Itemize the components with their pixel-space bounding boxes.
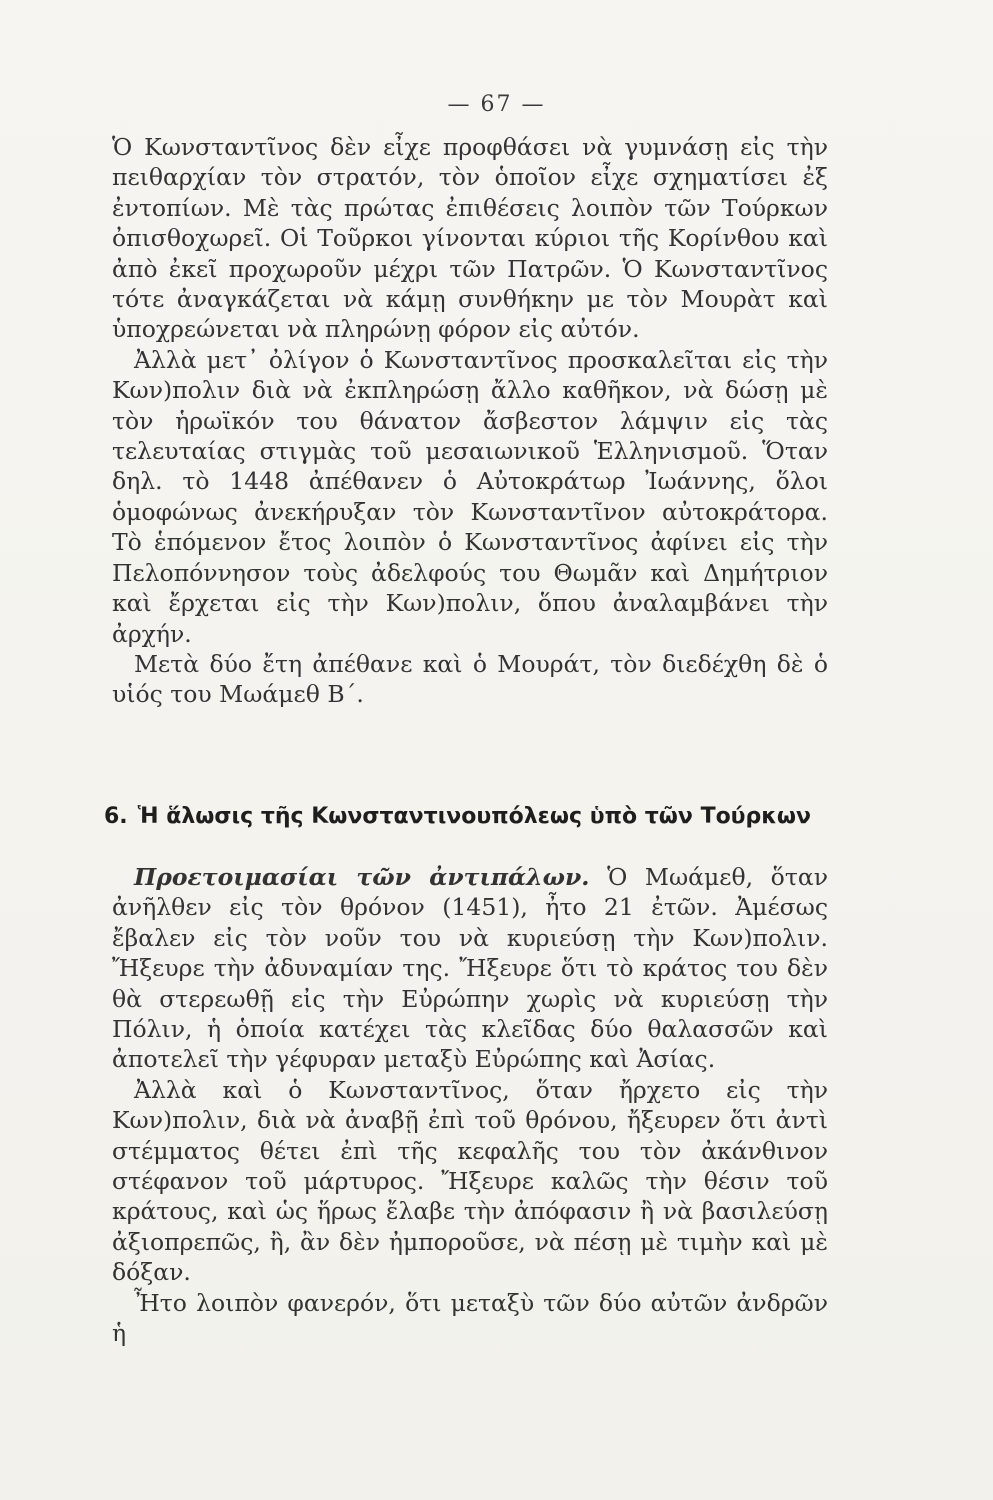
paragraph: Ἦτο λοιπὸν φανερόν, ὅτι μεταξὺ τῶν δύο αὐτῶν ἀνδρῶν ἡ <box>112 1288 828 1348</box>
paragraph: Ἀλλὰ μετ᾿ ὀλίγον ὁ Κωνσταντῖνος προσκαλεῖται εἰς τὴν Κων)πολιν διὰ νὰ ἐκπληρώσῃ ἄλλο καθῆκον, νὰ δώσῃ μὲ τὸν ἡρωϊκόν του θάνατον ἄσβεστον λάμψιν εἰς τὰς τελευταίας στιγμὰς τοῦ μεσαιωνικοῦ Ἑλληνισμοῦ. Ὅταν δηλ. τὸ 1448 ἀπέθανεν ὁ Αὐτοκράτωρ Ἰωάννης, ὅλοι ὁμοφώνως ἀνεκήρυξαν τὸν Κωνσταντῖνον αὐτοκράτορα. Τὸ ἑπόμενον ἔτος λοιπὸν ὁ Κωνσταντῖνος ἀφίνει εἰς τὴν Πελοπόννησον τοὺς ἀδελφούς του Θωμᾶν καὶ Δημήτριον καὶ ἔρχεται εἰς τὴν Κων)πολιν, ὅπου ἀναλαμβάνει τὴν ἀρχήν. <box>112 345 828 648</box>
text-block-before-section <box>112 132 828 710</box>
paragraph: Ἀλλὰ καὶ ὁ Κωνσταντῖνος, ὅταν ἤρχετο εἰς τὴν Κων)πολιν, διὰ νὰ ἀναβῇ ἐπὶ τοῦ θρόνου, ἤξευρεν ὅτι ἀντὶ στέμματος θέτει ἐπὶ τῆς κεφαλῆς του τὸν ἀκάνθινον στέφανον τοῦ μάρτυρος. Ἤξευρε καλῶς τὴν θέσιν τοῦ κράτους, καὶ ὡς ἥρως ἔλαβε τὴν ἀπόφασιν ἢ νὰ βασιλεύσῃ ἀξιοπρεπῶς, ἢ, ἂν δὲν ἠμποροῦσε, νὰ πέσῃ μὲ τιμὴν καὶ μὲ δόξαν. <box>112 1075 828 1287</box>
page-number: — 67 — <box>447 92 546 117</box>
section-number: 6. <box>104 804 128 829</box>
paragraph-text: Ὁ Μωάμεθ, ὅταν ἀνῆλθεν εἰς τὸν θρόνον (1451), ἦτο 21 ἐτῶν. Ἀμέσως ἔβαλεν εἰς τὸν νοῦν του νὰ κυριεύσῃ τὴν Κων)πολιν. Ἤξευρε τὴν ἀδυναμίαν της. Ἤξευρε ὅτι τὸ κράτος του δὲν θὰ στερεωθῇ εἰς τὴν Εὐρώπην χωρὶς νὰ κυριεύσῃ τὴν Πόλιν, ἡ ὁποία κατέχει τὰς κλεῖδας δύο θαλασσῶν καὶ ἀποτελεῖ τὴν γέφυραν μεταξὺ Εὐρώπης καὶ Ἀσίας. <box>112 863 828 1074</box>
paragraph: Μετὰ δύο ἔτη ἀπέθανε καὶ ὁ Μουράτ, τὸν διεδέχθη δὲ ὁ υἱός του Μωάμεθ Β΄. <box>112 649 828 709</box>
paragraph <box>112 862 828 1075</box>
text-block-after-section <box>112 862 828 1349</box>
section-heading <box>104 804 844 829</box>
subsection-title: Προετοιμασίαι τῶν ἀντιπάλων. <box>134 863 590 891</box>
paragraph: Ὁ Κωνσταντῖνος δὲν εἶχε προφθάσει νὰ γυμνάσῃ εἰς τὴν πειθαρχίαν τὸν στρατόν, τὸν ὁποῖον εἶχε σχηματίσει ἐξ ἐντοπίων. Μὲ τὰς πρώτας ἐπιθέσεις λοιπὸν τῶν Τούρκων ὀπισθοχωρεῖ. Οἱ Τοῦρκοι γίνονται κύριοι τῆς Κορίνθου καὶ ἀπὸ ἐκεῖ προχωροῦν μέχρι τῶν Πατρῶν. Ὁ Κωνσταντῖνος τότε ἀναγκάζεται νὰ κάμῃ συνθήκην με τὸν Μουρὰτ καὶ ὑποχρεώνεται νὰ πληρώνῃ φόρον εἰς αὐτόν. <box>112 133 828 344</box>
section-title: Ἡ ἅλωσις τῆς Κωνσταντινουπόλεως ὑπὸ τῶν Τούρκων <box>137 804 812 829</box>
